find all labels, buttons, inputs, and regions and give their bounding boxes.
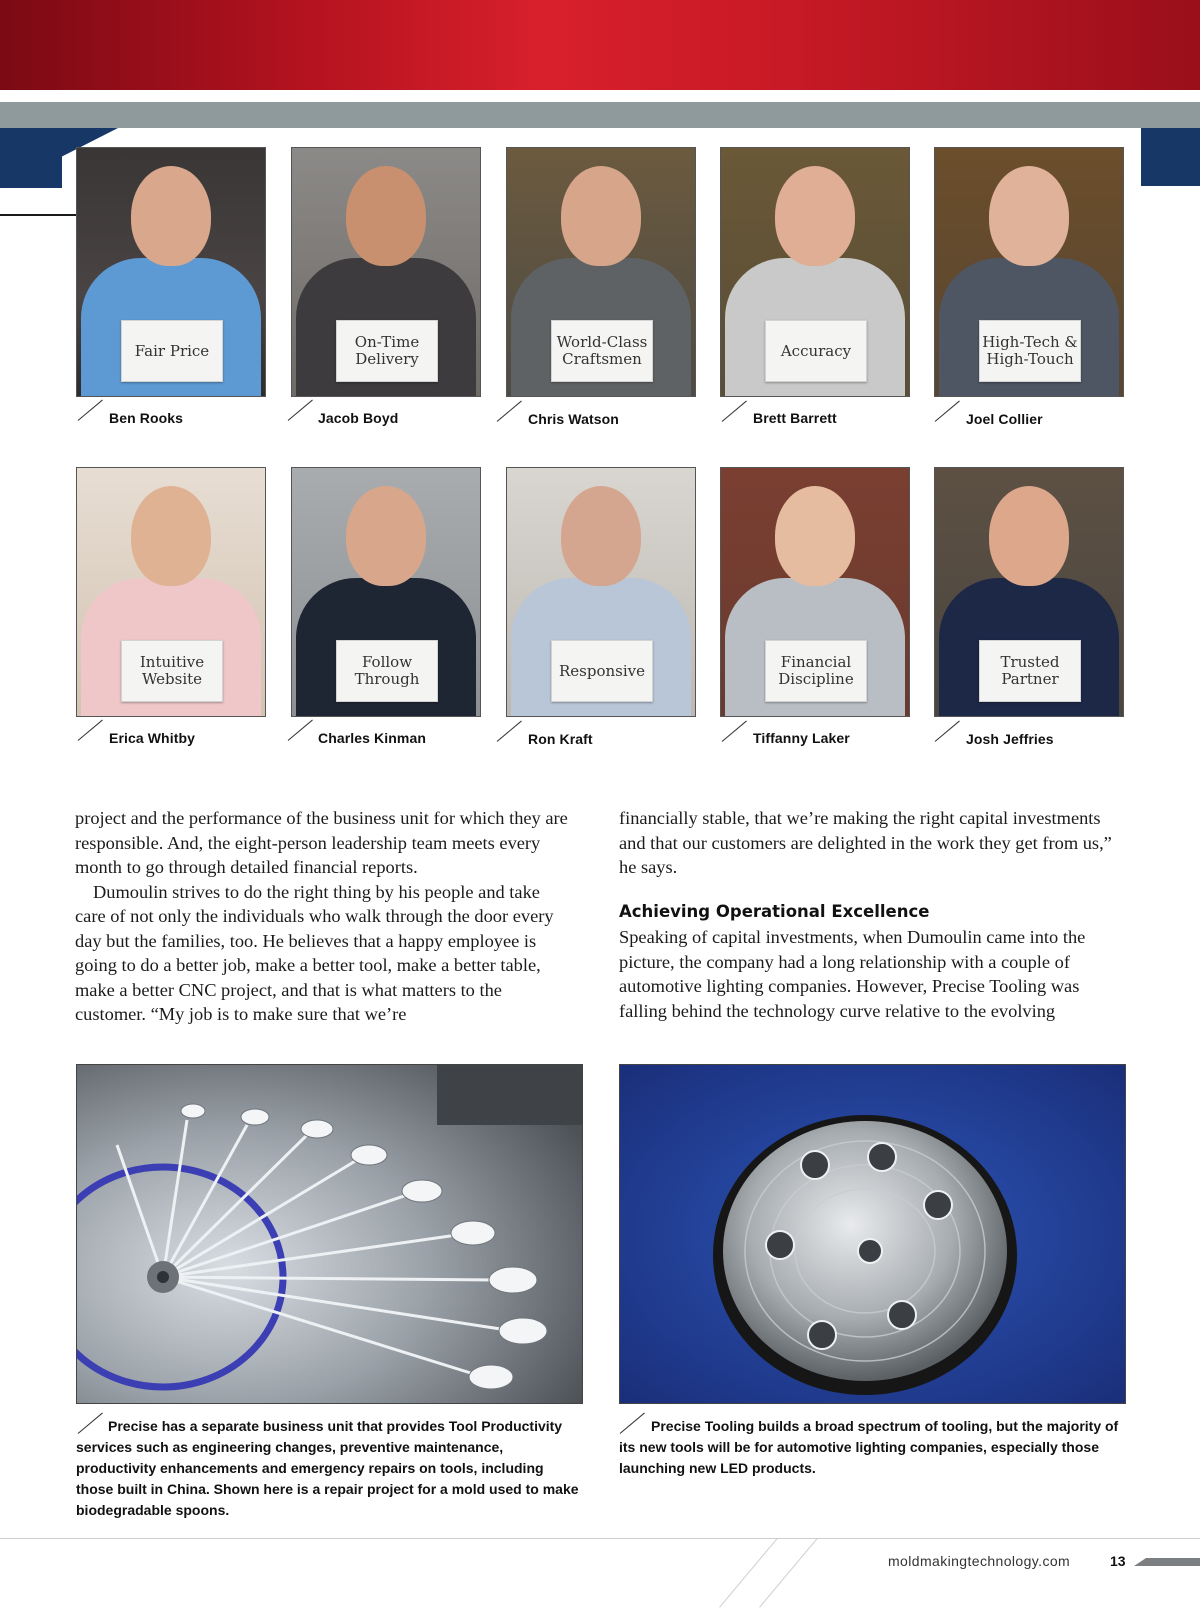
article-paragraph: financially stable, that we’re making the right capital investments and that our customers are delighted in the work they get from us,” he says. [619,808,1112,877]
spoon-mold-photo [76,1064,583,1404]
portrait-photo [291,147,481,397]
portrait-sign: Fair Price [121,320,223,382]
person-name: Erica Whitby [109,730,195,746]
article-paragraph: Dumoulin strives to do the right thing by his people and take care of not only the individuals who walk through the door every day but the families, too. He believes that a happy employee is going to do a better job, make a better tool, make a better table, make a better CNC project, and that is what matters to the customer. “My job is to make sure that we’re [75,881,554,1024]
portrait-photo [76,467,266,717]
portrait-photo [720,467,910,717]
person-name: Ben Rooks [109,410,184,426]
article-right-column [619,806,1125,1023]
page-number: 13 [1110,1553,1126,1569]
portrait-sign: World-Class Craftsmen [551,320,653,382]
portrait-photo [291,467,481,717]
person-name: Brett Barrett [753,410,837,426]
led-photo-caption [619,1416,1125,1479]
led-lamp-illustration [620,1065,1125,1403]
caption-slash [497,401,522,422]
portrait-photo [506,467,696,717]
footer-divider [0,1538,1200,1539]
spoon-photo-caption [76,1416,582,1521]
spoon-mold-illustration [77,1065,582,1403]
header-red-band [0,0,1200,90]
person-name: Josh Jeffries [966,731,1054,747]
article-paragraph: project and the performance of the business unit for which they are responsible. And, the eight-person leadership team meets every month to go through detailed financial reports. [75,808,568,877]
caption-slash [935,721,960,742]
portrait-sign: On-Time Delivery [336,320,438,382]
footer-diagonal [719,1538,778,1608]
caption-slash [497,721,522,742]
portrait-photo [934,467,1124,717]
caption-slash [288,720,313,741]
portrait-sign: Accuracy [765,320,867,382]
header-right-tab [1141,128,1200,186]
portrait-sign: High-Tech & High-Touch [979,320,1081,382]
person-name: Jacob Boyd [318,410,399,426]
caption-slash [722,721,747,742]
caption-slash [288,400,313,421]
person-name: Joel Collier [966,411,1043,427]
caption-slash [78,400,103,421]
person-name: Ron Kraft [528,731,593,747]
caption-text: Precise Tooling builds a broad spectrum of tooling, but the majority of its new tools will be for automotive lighting companies, especially those launching new LED products. [619,1418,1119,1476]
footer-website: moldmakingtechnology.com [888,1553,1071,1569]
led-lamp-photo [619,1064,1126,1404]
portrait-sign: Trusted Partner [979,640,1081,702]
article-left-column [75,806,571,1027]
person-name: Charles Kinman [318,730,426,746]
portrait-photo [76,147,266,397]
portrait-sign: Financial Discipline [765,640,867,702]
portrait-photo [934,147,1124,397]
footer-tab [1134,1558,1200,1566]
portrait-photo [506,147,696,397]
article-paragraph: Speaking of capital investments, when Dumoulin came into the picture, the company had a long relationship with a couple of automotive lighting companies. However, Precise Tooling was falling behind the technology curve relative to the evolving [619,927,1086,1021]
portrait-sign: Follow Through [336,640,438,702]
section-heading: Achieving Operational Excellence [619,901,930,921]
caption-slash [78,720,103,741]
person-name: Tiffanny Laker [753,730,850,746]
caption-text: Precise has a separate business unit that provides Tool Productivity services such as engineering changes, preventive maintenance, productivity enhancements and emergency repairs on tools, including those built in China. Shown here is a repair project for a mold used to make biodegradable spoons. [76,1418,579,1518]
person-name: Chris Watson [528,411,619,427]
caption-slash [722,401,747,422]
header-gray-band [0,102,1200,128]
portrait-sign: Intuitive Website [121,640,223,702]
portrait-photo [720,147,910,397]
left-rule [0,214,76,216]
portrait-sign: Responsive [551,640,653,702]
caption-slash [935,401,960,422]
